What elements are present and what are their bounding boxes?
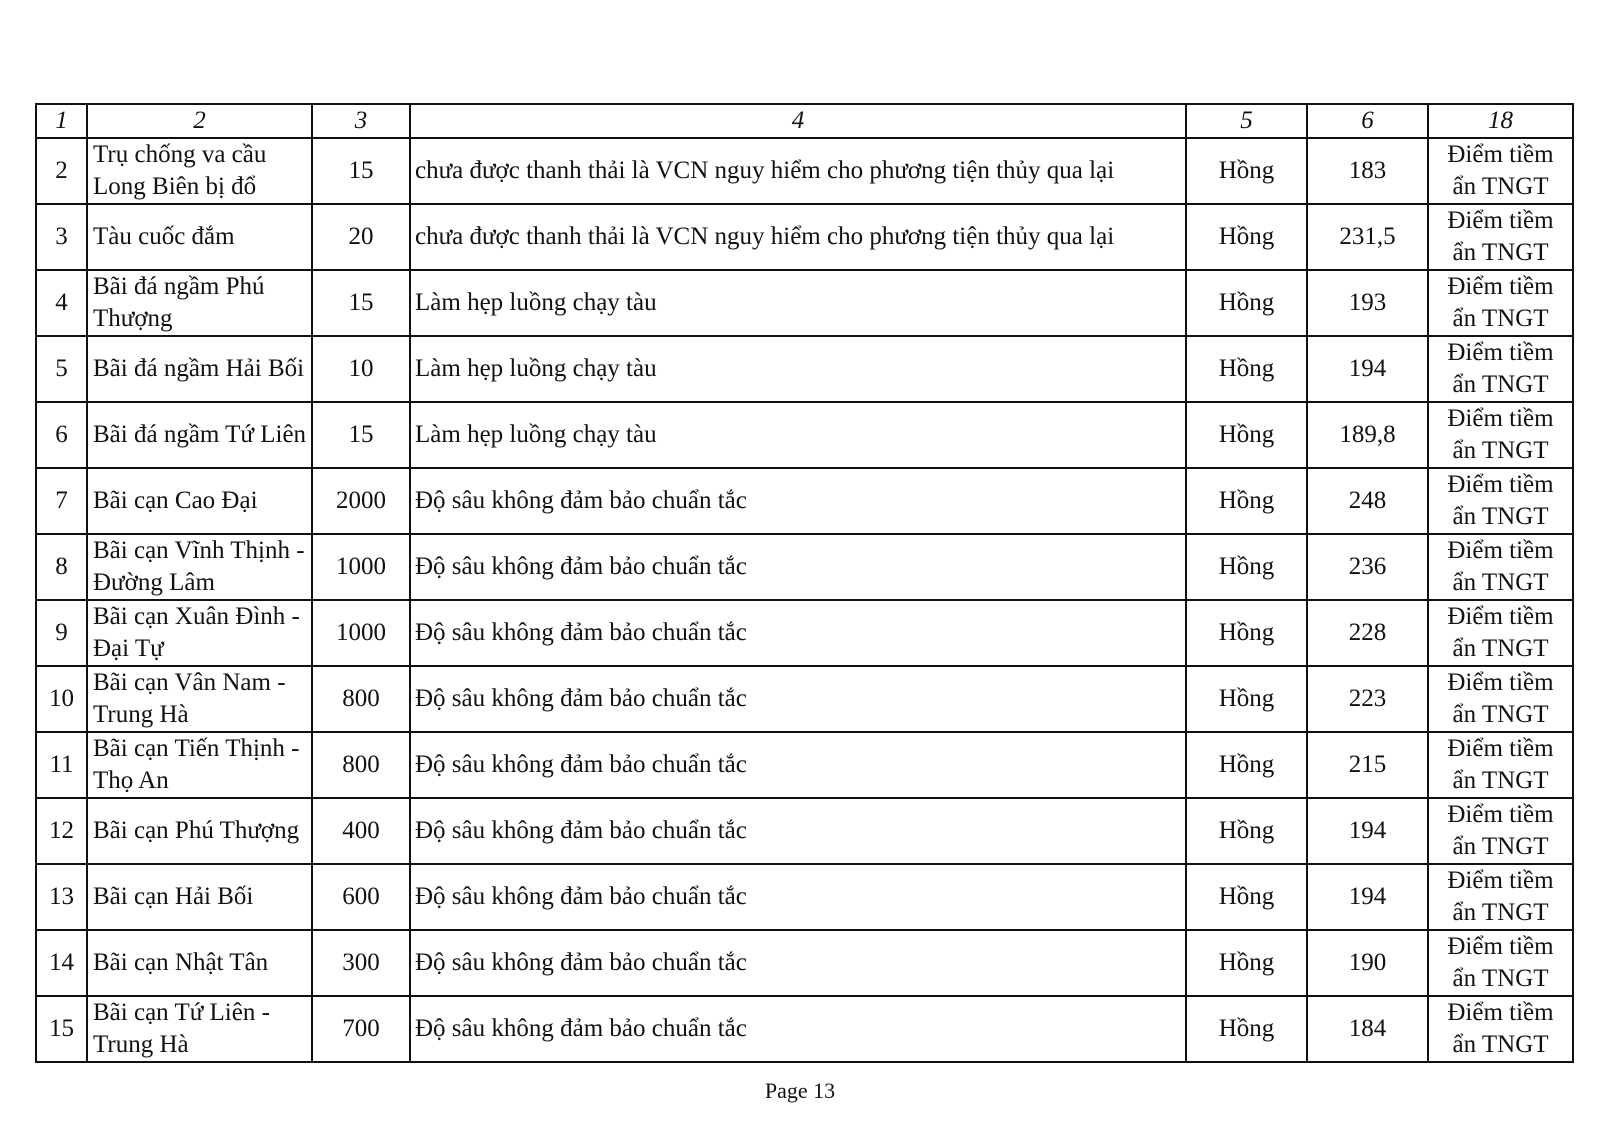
column-header: 1 xyxy=(36,104,87,138)
km-cell: 194 xyxy=(1307,798,1428,864)
row-number-cell: 7 xyxy=(36,468,87,534)
row-number-cell: 4 xyxy=(36,270,87,336)
location-name-cell: Bãi cạn Vĩnh Thịnh - Đường Lâm xyxy=(87,534,312,600)
column-header: 2 xyxy=(87,104,312,138)
location-name-cell: Bãi cạn Phú Thượng xyxy=(87,798,312,864)
row-number-cell: 3 xyxy=(36,204,87,270)
row-number-cell: 2 xyxy=(36,138,87,204)
row-number-cell: 6 xyxy=(36,402,87,468)
location-name-cell: Bãi đá ngầm Tứ Liên xyxy=(87,402,312,468)
river-cell: Hồng xyxy=(1186,204,1307,270)
description-cell: Độ sâu không đảm bảo chuẩn tắc xyxy=(410,468,1186,534)
description-cell: Độ sâu không đảm bảo chuẩn tắc xyxy=(410,732,1186,798)
note-cell: Điểm tiềm ẩn TNGT xyxy=(1428,798,1573,864)
km-cell: 215 xyxy=(1307,732,1428,798)
table-row xyxy=(36,534,1573,600)
description-cell: Độ sâu không đảm bảo chuẩn tắc xyxy=(410,930,1186,996)
description-cell: Độ sâu không đảm bảo chuẩn tắc xyxy=(410,666,1186,732)
km-cell: 190 xyxy=(1307,930,1428,996)
table-row xyxy=(36,600,1573,666)
length-cell: 300 xyxy=(312,930,410,996)
river-cell: Hồng xyxy=(1186,138,1307,204)
location-name-cell: Bãi cạn Hải Bối xyxy=(87,864,312,930)
row-number-cell: 15 xyxy=(36,996,87,1062)
description-cell: chưa được thanh thải là VCN nguy hiểm cho phương tiện thủy qua lại xyxy=(410,204,1186,270)
description-cell: chưa được thanh thải là VCN nguy hiểm cho phương tiện thủy qua lại xyxy=(410,138,1186,204)
location-name-cell: Bãi cạn Tứ Liên - Trung Hà xyxy=(87,996,312,1062)
note-cell: Điểm tiềm ẩn TNGT xyxy=(1428,732,1573,798)
location-name-cell: Bãi đá ngầm Phú Thượng xyxy=(87,270,312,336)
row-number-cell: 14 xyxy=(36,930,87,996)
location-name-cell: Bãi cạn Cao Đại xyxy=(87,468,312,534)
location-name-cell: Bãi cạn Vân Nam - Trung Hà xyxy=(87,666,312,732)
note-cell: Điểm tiềm ẩn TNGT xyxy=(1428,204,1573,270)
description-cell: Độ sâu không đảm bảo chuẩn tắc xyxy=(410,534,1186,600)
table-row xyxy=(36,930,1573,996)
description-cell: Độ sâu không đảm bảo chuẩn tắc xyxy=(410,798,1186,864)
length-cell: 15 xyxy=(312,402,410,468)
table-row xyxy=(36,270,1573,336)
column-number-row xyxy=(36,104,1573,138)
river-cell: Hồng xyxy=(1186,666,1307,732)
row-number-cell: 13 xyxy=(36,864,87,930)
note-cell: Điểm tiềm ẩn TNGT xyxy=(1428,336,1573,402)
note-cell: Điểm tiềm ẩn TNGT xyxy=(1428,600,1573,666)
table-row xyxy=(36,468,1573,534)
description-cell: Độ sâu không đảm bảo chuẩn tắc xyxy=(410,600,1186,666)
location-name-cell: Bãi cạn Nhật Tân xyxy=(87,930,312,996)
km-cell: 248 xyxy=(1307,468,1428,534)
length-cell: 1000 xyxy=(312,600,410,666)
km-cell: 194 xyxy=(1307,864,1428,930)
river-cell: Hồng xyxy=(1186,864,1307,930)
river-cell: Hồng xyxy=(1186,534,1307,600)
river-cell: Hồng xyxy=(1186,402,1307,468)
km-cell: 231,5 xyxy=(1307,204,1428,270)
length-cell: 2000 xyxy=(312,468,410,534)
km-cell: 183 xyxy=(1307,138,1428,204)
row-number-cell: 9 xyxy=(36,600,87,666)
river-cell: Hồng xyxy=(1186,600,1307,666)
hazard-points-table xyxy=(35,103,1574,1063)
km-cell: 184 xyxy=(1307,996,1428,1062)
note-cell: Điểm tiềm ẩn TNGT xyxy=(1428,996,1573,1062)
note-cell: Điểm tiềm ẩn TNGT xyxy=(1428,864,1573,930)
table-row xyxy=(36,204,1573,270)
row-number-cell: 5 xyxy=(36,336,87,402)
length-cell: 15 xyxy=(312,270,410,336)
note-cell: Điểm tiềm ẩn TNGT xyxy=(1428,468,1573,534)
location-name-cell: Bãi cạn Xuân Đình - Đại Tự xyxy=(87,600,312,666)
length-cell: 600 xyxy=(312,864,410,930)
river-cell: Hồng xyxy=(1186,270,1307,336)
description-cell: Độ sâu không đảm bảo chuẩn tắc xyxy=(410,996,1186,1062)
table-row xyxy=(36,138,1573,204)
column-header: 5 xyxy=(1186,104,1307,138)
km-cell: 223 xyxy=(1307,666,1428,732)
length-cell: 800 xyxy=(312,666,410,732)
length-cell: 1000 xyxy=(312,534,410,600)
length-cell: 400 xyxy=(312,798,410,864)
table-row xyxy=(36,864,1573,930)
column-header: 18 xyxy=(1428,104,1573,138)
row-number-cell: 11 xyxy=(36,732,87,798)
km-cell: 189,8 xyxy=(1307,402,1428,468)
length-cell: 700 xyxy=(312,996,410,1062)
river-cell: Hồng xyxy=(1186,798,1307,864)
column-header: 3 xyxy=(312,104,410,138)
location-name-cell: Bãi đá ngầm Hải Bối xyxy=(87,336,312,402)
page-number: Page 13 xyxy=(764,1078,836,1103)
note-cell: Điểm tiềm ẩn TNGT xyxy=(1428,930,1573,996)
km-cell: 228 xyxy=(1307,600,1428,666)
description-cell: Làm hẹp luồng chạy tàu xyxy=(410,402,1186,468)
note-cell: Điểm tiềm ẩn TNGT xyxy=(1428,138,1573,204)
table-row xyxy=(36,336,1573,402)
row-number-cell: 10 xyxy=(36,666,87,732)
note-cell: Điểm tiềm ẩn TNGT xyxy=(1428,534,1573,600)
table-row xyxy=(36,402,1573,468)
river-cell: Hồng xyxy=(1186,996,1307,1062)
column-header: 4 xyxy=(410,104,1186,138)
note-cell: Điểm tiềm ẩn TNGT xyxy=(1428,270,1573,336)
description-cell: Độ sâu không đảm bảo chuẩn tắc xyxy=(410,864,1186,930)
length-cell: 800 xyxy=(312,732,410,798)
table-row xyxy=(36,996,1573,1062)
river-cell: Hồng xyxy=(1186,732,1307,798)
table-row xyxy=(36,666,1573,732)
description-cell: Làm hẹp luồng chạy tàu xyxy=(410,270,1186,336)
row-number-cell: 12 xyxy=(36,798,87,864)
column-header: 6 xyxy=(1307,104,1428,138)
row-number-cell: 8 xyxy=(36,534,87,600)
location-name-cell: Bãi cạn Tiến Thịnh - Thọ An xyxy=(87,732,312,798)
location-name-cell: Tàu cuốc đắm xyxy=(87,204,312,270)
river-cell: Hồng xyxy=(1186,468,1307,534)
km-cell: 194 xyxy=(1307,336,1428,402)
table-row xyxy=(36,798,1573,864)
km-cell: 193 xyxy=(1307,270,1428,336)
river-cell: Hồng xyxy=(1186,930,1307,996)
length-cell: 10 xyxy=(312,336,410,402)
table-row xyxy=(36,732,1573,798)
note-cell: Điểm tiềm ẩn TNGT xyxy=(1428,402,1573,468)
location-name-cell: Trụ chống va cầu Long Biên bị đổ xyxy=(87,138,312,204)
length-cell: 15 xyxy=(312,138,410,204)
km-cell: 236 xyxy=(1307,534,1428,600)
length-cell: 20 xyxy=(312,204,410,270)
note-cell: Điểm tiềm ẩn TNGT xyxy=(1428,666,1573,732)
river-cell: Hồng xyxy=(1186,336,1307,402)
description-cell: Làm hẹp luồng chạy tàu xyxy=(410,336,1186,402)
